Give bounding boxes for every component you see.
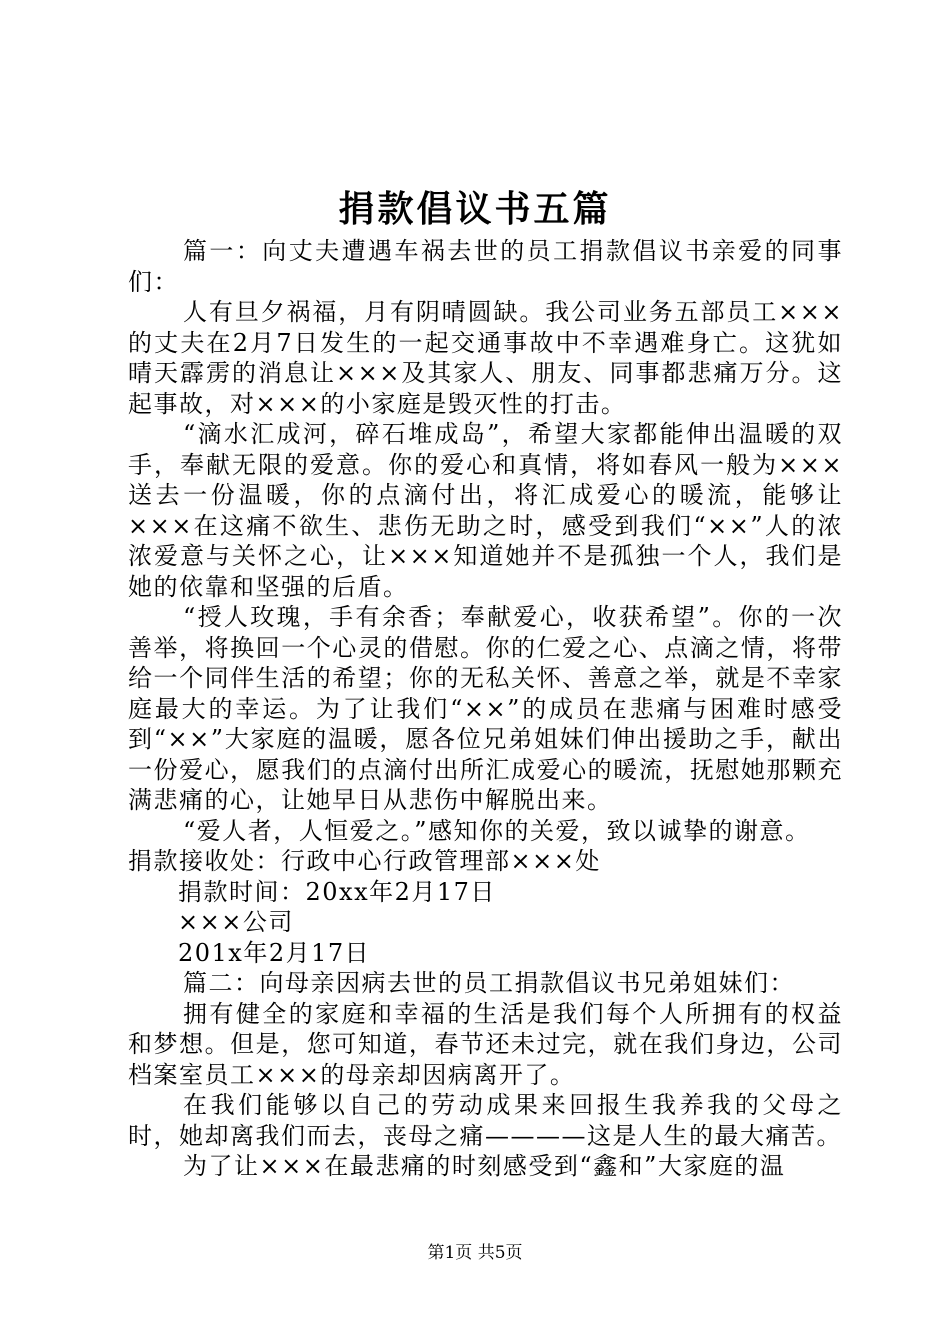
paragraph: 篇二：向母亲因病去世的员工捐款倡议书兄弟姐妹们：: [183, 969, 795, 997]
paragraph: ×××公司: [178, 908, 294, 936]
paragraph: “授人玫瑰，手有余香；奉献爱心，收获希望”。你的一次善举，将换回一个心灵的借慰。你的仁爱之心、点滴之情，将带给一个同伴生活的希望；你的无私关怀、善意之举，就是不幸家庭最大的幸运。为了让我们“××”的成员在悲痛与困难时感受到“××”大家庭的温暖，愿各位兄弟姐妹们伸出援助之手，献出一份爱心，愿我们的点滴付出所汇成爱心的暖流，抚慰她那颗充满悲痛的心，让她早日从悲伤中解脱出来。: [128, 603, 843, 814]
paragraph: 篇一：向丈夫遭遇车祸去世的员工捐款倡议书亲爱的同事们：: [128, 237, 843, 296]
page-footer: 第1页 共5页: [427, 1243, 523, 1263]
paragraph: 为了让×××在最悲痛的时刻感受到“鑫和”大家庭的温: [183, 1152, 786, 1180]
document-body: [128, 236, 843, 1182]
paragraph: “爱人者，人恒爱之。”感知你的关爱，致以诚挚的谢意。: [183, 816, 811, 845]
paragraph: 拥有健全的家庭和幸福的生活是我们每个人所拥有的权益和梦想。但是，您可知道，春节还未过完，就在我们身边，公司档案室员工×××的母亲却因病离开了。: [128, 999, 843, 1089]
paragraph: 捐款接收处：行政中心行政管理部×××处: [128, 847, 601, 875]
paragraph: 捐款时间：20xx年2月17日: [178, 877, 496, 906]
paragraph: 201x年2月17日: [178, 938, 371, 967]
paragraph: 人有旦夕祸福，月有阴晴圆缺。我公司业务五部员工×××的丈夫在2月7日发生的一起交通事故中不幸遇难身亡。这犹如晴天霹雳的消息让×××及其家人、朋友、同事都悲痛万分。这起事故，对×××的小家庭是毁灭性的打击。: [128, 298, 843, 418]
paragraph: “滴水汇成河，碎石堆成岛”，希望大家都能伸出温暖的双手，奉献无限的爱意。你的爱心和真情，将如春风一般为×××送去一份温暖，你的点滴付出，将汇成爱心的暖流，能够让×××在这痛不欲生、悲伤无助之时，感受到我们“××”人的浓浓爱意与关怀之心，让×××知道她并不是孤独一个人，我们是她的依靠和坚强的后盾。: [128, 420, 843, 601]
paragraph: 在我们能够以自己的劳动成果来回报生我养我的父母之时，她却离我们而去，丧母之痛————这是人生的最大痛苦。: [128, 1091, 843, 1150]
document-title: 捐款倡议书五篇: [338, 188, 612, 230]
